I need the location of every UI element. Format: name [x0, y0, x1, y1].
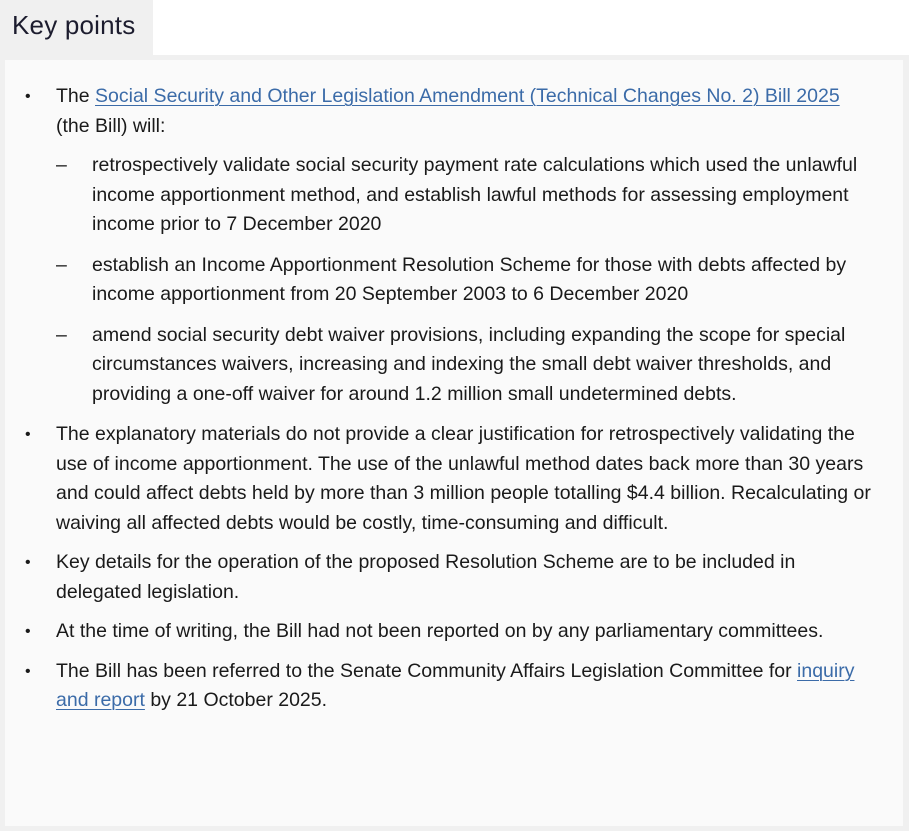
item-text: The Bill has been referred to the Senate Community Affairs Legislation Committee for: [56, 659, 798, 682]
dash-icon: –: [56, 154, 67, 176]
item-text: The explanatory materials do not provide a clear justification for retrospectively validating the use of income apportionment. The use of the unlawful method dates back more than 30 years and could affect debts held by more than 3 million people totalling $4.4 billion. Recalculating or waiving all affected debts would be costly, time-consuming and difficult.: [56, 423, 871, 534]
item-text: The: [56, 85, 96, 107]
list-item: [5, 82, 875, 409]
sub-list-item: [56, 321, 875, 410]
list-item: [5, 617, 875, 647]
dash-icon: –: [56, 253, 67, 276]
sub-item-text: establish an Income Apportionment Resolution Scheme for those with debts affected by income apportionment from 20 September 2003 to 6 December 2020: [92, 253, 847, 305]
inquiry-link[interactable]: inquiry and report: [56, 659, 855, 711]
key-points-list: [5, 82, 875, 726]
section-tab: [0, 0, 153, 55]
key-points-panel: [5, 60, 903, 826]
item-text: by 21 October 2025.: [144, 689, 328, 711]
item-text: (the Bill) will:: [56, 114, 166, 137]
list-item: [5, 548, 875, 607]
sub-list-item: [56, 251, 875, 310]
section-title: Key points: [12, 10, 136, 40]
sub-item-text: amend social security debt waiver provisions, including expanding the scope for special circumstances waivers, increasing and indexing the small debt waiver thresholds, and providing a one-off waiver for around 1.2 million small undetermined debts.: [92, 323, 846, 405]
sub-list: [56, 151, 875, 409]
bullet-icon: •: [25, 623, 31, 640]
dash-icon: –: [56, 323, 67, 346]
sub-item-text: retrospectively validate social security payment rate calculations which used the unlawful income apportionment method, and establish lawful methods for assessing employment income prior to 7 December 2020: [92, 154, 858, 235]
item-text: Key details for the operation of the proposed Resolution Scheme are to be included in delegated legislation.: [56, 551, 796, 603]
bill-link[interactable]: Social Security and Other Legislation Amendment (Technical Changes No. 2) Bill 2025: [95, 85, 840, 107]
bullet-icon: •: [25, 426, 31, 443]
item-text: At the time of writing, the Bill had not been reported on by any parliamentary committees.: [56, 620, 824, 642]
bullet-icon: •: [25, 554, 31, 571]
bullet-icon: •: [25, 662, 31, 680]
bullet-icon: •: [25, 88, 31, 105]
list-item: [5, 657, 875, 716]
key-points-box: [0, 55, 909, 831]
list-item: [5, 420, 875, 538]
sub-list-item: [56, 151, 875, 240]
